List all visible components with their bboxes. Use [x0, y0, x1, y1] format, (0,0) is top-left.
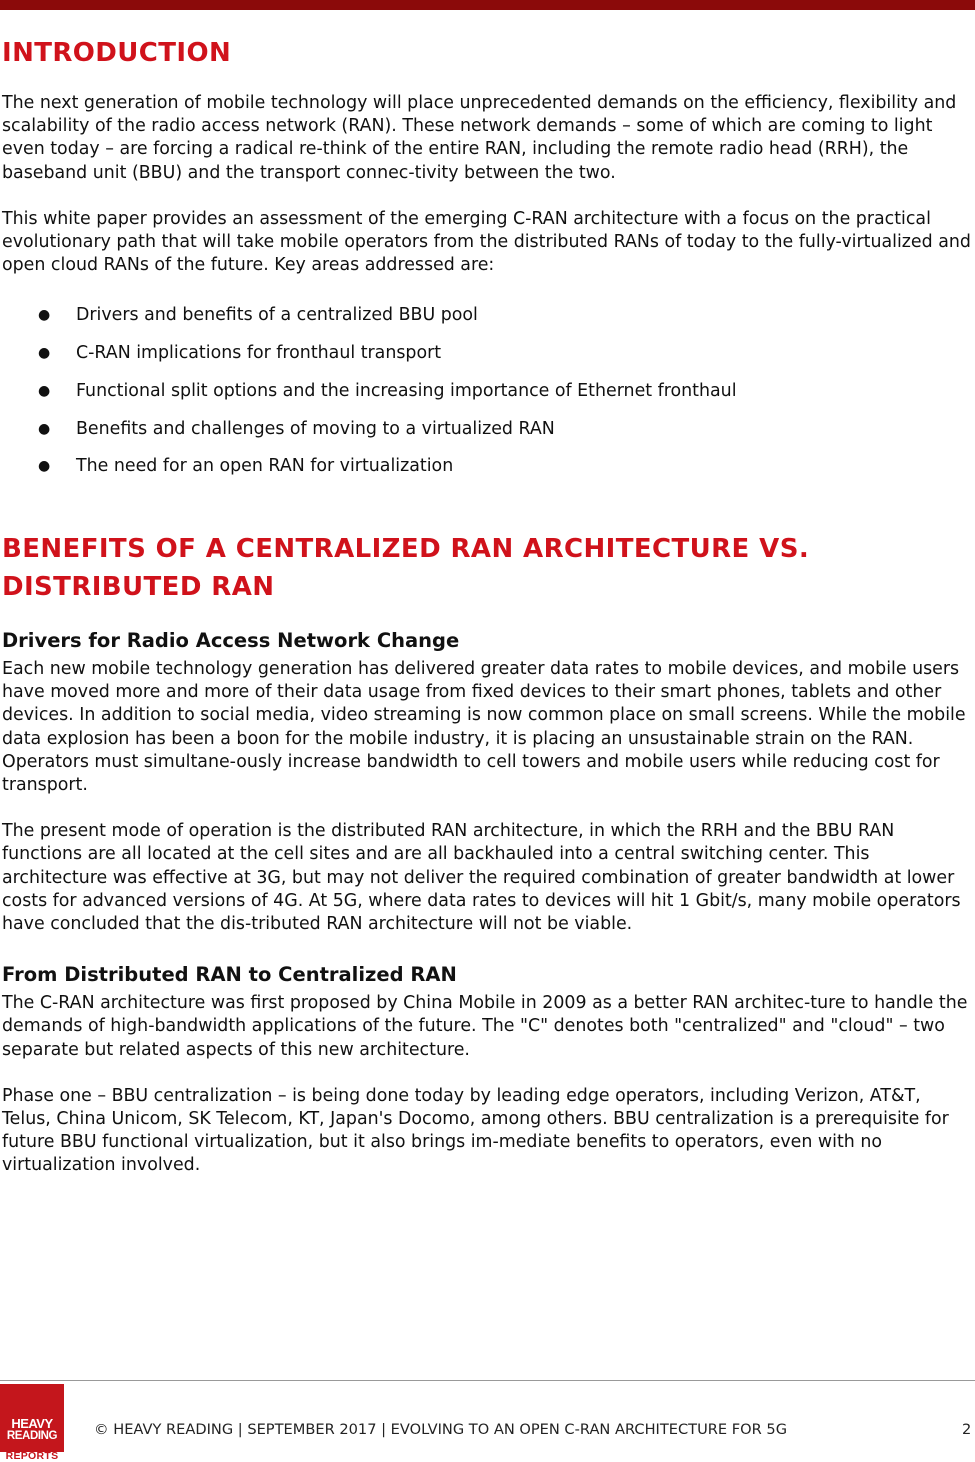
bullet-icon: ● [38, 345, 51, 362]
logo-text-reading: READING [6, 1430, 58, 1442]
centralized-paragraph-1: The C-RAN architecture was first proposed by China Mobile in 2009 as a better RAN architec-ture to handle the demands of high-bandwidth applications of the future. The "C" denotes both "centralized" and "cloud" – two separate but related aspects of this new architecture. [2, 993, 968, 1060]
intro-paragraph-2: This white paper provides an assessment of the emerging C-RAN architecture with a focus on the practical evolutionary path that will take mobile operators from the distributed RANs of today to the fully-virtualized and open cloud RANs of the future. Key areas addressed are: [2, 208, 971, 276]
footer-text: © HEAVY READING | SEPTEMBER 2017 | EVOLVING TO AN OPEN C-RAN ARCHITECTURE FOR 5G [94, 1421, 788, 1438]
bullet-icon: ● [38, 382, 51, 399]
centralized-subheading: From Distributed RAN to Centralized RAN [2, 963, 457, 987]
intro-paragraph-1: The next generation of mobile technology will place unprecedented demands on the efficiency, flexibility and scalability of the radio access network (RAN). These network demands – some of which are coming to light even today – are forcing a radical re-think of the entire RAN, including the remote radio head (RRH), the baseband unit (BBU) and the transport connec-tivity between the two. [2, 93, 957, 183]
logo-text-reports: REPORTS [5, 1450, 59, 1462]
bullet-icon: ● [38, 420, 51, 437]
bullet-icon: ● [38, 458, 51, 475]
list-item: ● The need for an open RAN for virtualization [2, 448, 974, 486]
benefits-heading: BENEFITS OF A CENTRALIZED RAN ARCHITECTURE VS. DISTRIBUTED RAN [2, 533, 810, 602]
page-content [2, 34, 974, 1178]
list-item: ● Benefits and challenges of moving to a virtualized RAN [2, 411, 974, 449]
list-item: ● C-RAN implications for fronthaul transport [2, 335, 974, 373]
logo-text-heavy: HEAVY [11, 1416, 53, 1431]
drivers-paragraph-1: Each new mobile technology generation has delivered greater data rates to mobile devices, and mobile users have moved more and more of their data usage from fixed devices to their smart phones, tablets and other devices. In addition to social media, video streaming is now common place on small screens. While the mobile data explosion has been a boon for the mobile industry, it is placing an unsustainable strain on the RAN. Operators must simultane-ously increase bandwidth to cell towers and mobile users while reducing cost for transport. [2, 658, 966, 795]
introduction-heading: INTRODUCTION [2, 38, 232, 68]
drivers-subheading: Drivers for Radio Access Network Change [2, 628, 460, 652]
page-number: 2 [962, 1421, 972, 1438]
heavy-reading-logo [0, 1384, 64, 1461]
footer-divider [0, 1380, 975, 1381]
bullet-icon: ● [38, 307, 51, 324]
centralized-paragraph-2: Phase one – BBU centralization – is being done today by leading edge operators, including Verizon, AT&T, Telus, China Unicom, SK Telecom, KT, Japan's Docomo, among others. BBU centralization is a prerequisite for future BBU functional virtualization, but it also brings im-mediate benefits to operators, even with no virtualization involved. [2, 1085, 949, 1176]
key-areas-list [2, 297, 974, 486]
list-item: ● Drivers and benefits of a centralized BBU pool [2, 297, 974, 335]
list-item: ● Functional split options and the increasing importance of Ethernet fronthaul [2, 373, 974, 411]
drivers-paragraph-2: The present mode of operation is the distributed RAN architecture, in which the RRH and the BBU RAN functions are all located at the cell sites and are all backhauled into a central switching center. This architecture was effective at 3G, but may not deliver the required combination of greater bandwidth at lower costs for advanced versions of 4G. At 5G, where data rates to devices will hit 1 Gbit/s, many mobile operators have concluded that the dis-tributed RAN architecture will not be viable. [2, 821, 961, 934]
top-accent-bar [0, 0, 975, 10]
